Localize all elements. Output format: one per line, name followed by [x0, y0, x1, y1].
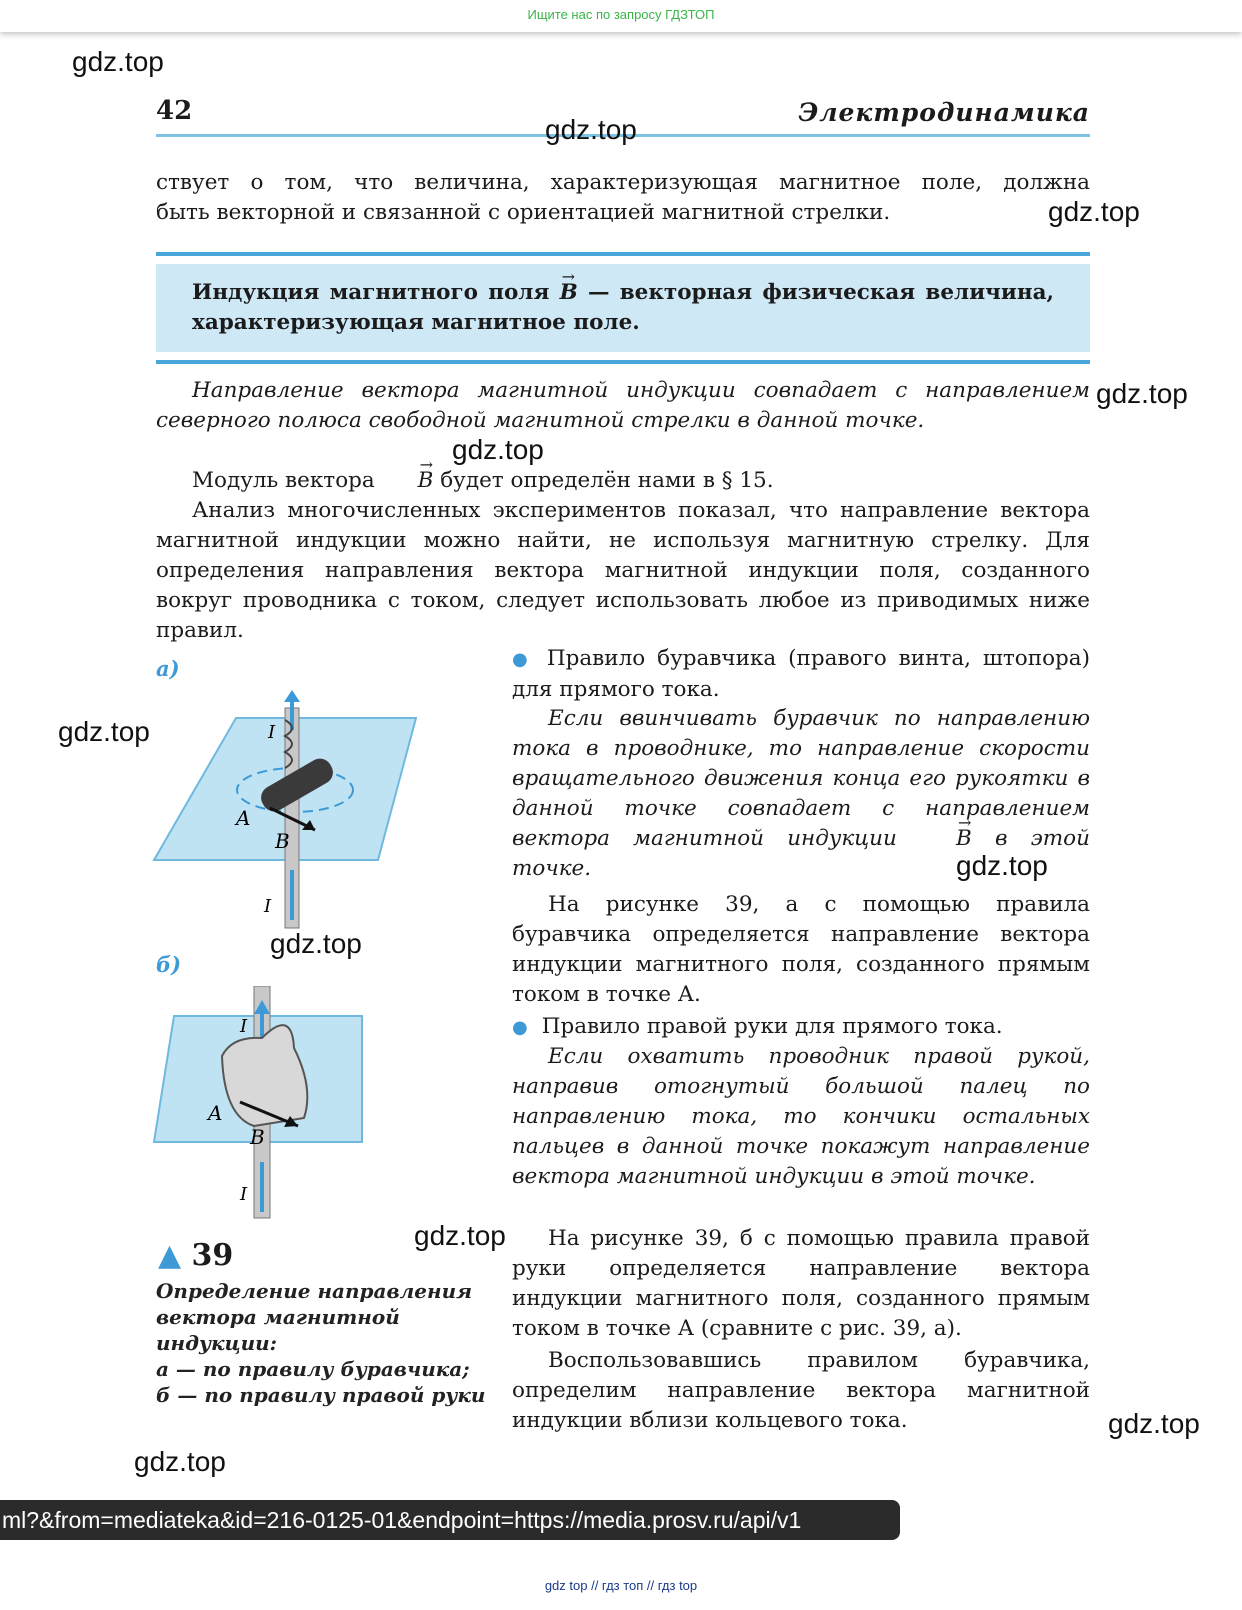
figure-a-corkscrew — [150, 690, 420, 930]
analysis-paragraph: Анализ многочисленных экспериментов показал, что направление вектора магнитной индукции можно найти, не используя магнитную стрелку. Для определения направления вектора магнитной индукции поля, созданного вокруг проводника с током, следует использовать любое из приводимых ниже правил. — [156, 498, 1090, 643]
watermark: gdz.top — [545, 114, 637, 145]
figure-number-text: 39 — [191, 1238, 234, 1273]
rule1-example: На рисунке 39, а с помощью правила буравчика определяется направление вектора индукции магнитного поля, созданного прямым током в точке А. — [512, 892, 1090, 1007]
vector-b-symbol: → B — [382, 466, 434, 496]
vector-b-symbol: → B — [560, 278, 578, 308]
page-number: 42 — [156, 96, 193, 126]
watermark: gdz.top — [956, 850, 1048, 881]
definition-box — [156, 252, 1090, 364]
point-a-label: A — [236, 806, 251, 830]
caption-b: б — по правилу правой руки — [156, 1383, 486, 1407]
watermark: gdz.top — [72, 46, 164, 77]
triangle-icon: ▲ — [158, 1238, 182, 1273]
caption-title: Определение направления вектора магнитной индукции: — [156, 1279, 473, 1355]
watermark: gdz.top — [270, 928, 362, 959]
modulus-line — [156, 466, 1090, 496]
rule1-text-post: в этой точке. — [512, 826, 1090, 881]
current-label-top: I — [268, 722, 276, 743]
top-banner[interactable]: Ищите нас по запросу ГДЗТОП — [0, 0, 1242, 32]
intro-line-1: ствует о том, что величина, характеризующая магнитное поле, должна — [156, 170, 1090, 195]
point-a-label-b: A — [208, 1101, 223, 1125]
figure-number — [158, 1238, 233, 1273]
current-label-b-bottom: I — [240, 1184, 248, 1205]
caption-a: а — по правилу буравчика; — [156, 1357, 470, 1381]
direction-rule: Направление вектора магнитной индукции совпадает с направлением северного полюса свободной магнитной стрелки в данной точке. — [156, 378, 1090, 433]
vector-b-label-b: B — [250, 1125, 265, 1149]
vector-b-label: B — [275, 829, 290, 853]
figure-label-a: а) — [156, 656, 180, 681]
modulus-post: будет определён нами в § 15. — [440, 468, 774, 493]
figure-b-right-hand — [150, 986, 380, 1222]
section-title: Электродинамика — [798, 98, 1090, 127]
watermark: gdz.top — [1048, 196, 1140, 227]
rule2-title-text: Правило правой руки для прямого тока. — [541, 1014, 1003, 1039]
bullet-icon: ● — [512, 1017, 528, 1038]
watermark: gdz.top — [414, 1220, 506, 1251]
current-arrowhead — [284, 690, 300, 702]
watermark: gdz.top — [134, 1446, 226, 1477]
watermark: gdz.top — [452, 434, 544, 465]
rule2-example: На рисунке 39, б с помощью правила правой руки определяется направление вектора индукции магнитного поля, созданного прямым током в точке А (сравните с рис. 39, а). — [512, 1226, 1090, 1341]
bullet-icon: ● — [512, 649, 533, 670]
url-bar[interactable]: ml?&from=mediateka&id=216-0125-01&endpoint=https://media.prosv.ru/api/v1 — [0, 1500, 900, 1540]
rule1-title — [512, 644, 1090, 705]
watermark: gdz.top — [58, 716, 150, 747]
definition-pre: Индукция магнитного поля — [192, 280, 550, 305]
rule2-text: Если охватить проводник правой рукой, направив отогнутый большой палец по направлению тока, то кончики остальных пальцев в данной точке покажут направление вектора магнитной индукции в этой точке. — [512, 1044, 1090, 1189]
intro-line-2: быть векторной и связанной с ориентацией магнитной стрелки. — [156, 200, 891, 225]
rule2-title — [512, 1012, 1090, 1043]
vector-b-symbol: → B — [920, 824, 972, 854]
watermark: gdz.top — [1108, 1408, 1200, 1439]
last-paragraph: Воспользовавшись правилом буравчика, определим направление вектора магнитной индукции вблизи кольцевого тока. — [512, 1348, 1090, 1433]
rule1-text-pre: Если ввинчивать буравчик по направлению тока в проводнике, то направление скорости вращательного движения конца его рукоятки в данной точке совпадает с направлением вектора магнитной индукции — [512, 706, 1090, 851]
definition-post: — векторная физическая величина, характеризующая магнитное поле. — [192, 280, 1054, 335]
figure-caption — [156, 1278, 486, 1408]
current-label-bottom: I — [264, 896, 272, 917]
rule1-title-text: Правило буравчика (правого винта, штопора) для прямого тока. — [512, 646, 1090, 702]
figure-label-b: б) — [156, 952, 182, 977]
current-label-b-top: I — [240, 1016, 248, 1037]
modulus-pre: Модуль вектора — [192, 468, 375, 493]
footer-links[interactable]: gdz top // гдз топ // гдз top — [544, 1578, 698, 1593]
watermark: gdz.top — [1096, 378, 1188, 409]
